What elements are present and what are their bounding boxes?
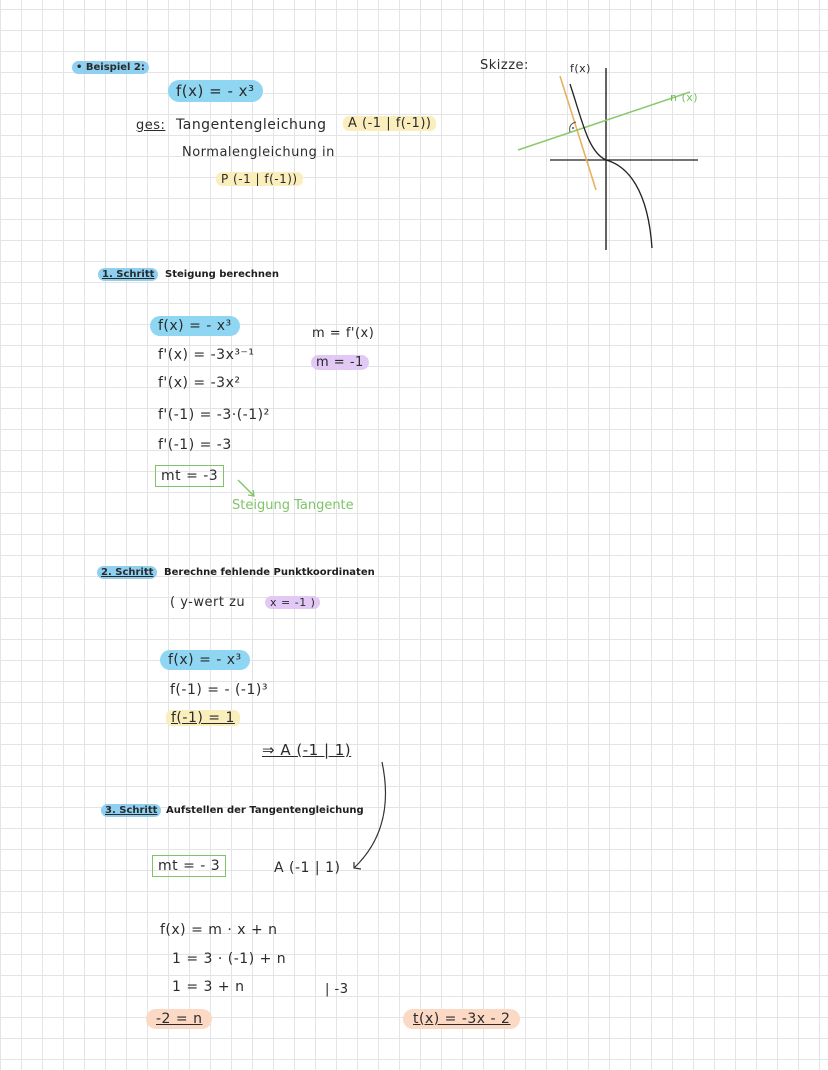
example-title: • Beispiel 2:	[72, 61, 149, 74]
sketch-label: Skizze:	[480, 58, 529, 73]
step3-mt-box: mt = - 3	[152, 855, 226, 877]
step1-note: Steigung Tangente	[232, 498, 354, 513]
step2-to-step3-arrow	[346, 758, 396, 878]
ges-label: ges:	[136, 118, 166, 133]
ges-tangent-text: Tangentengleichung	[176, 117, 327, 133]
step3-line-1: f(x) = m · x + n	[160, 922, 278, 938]
sketch-fx-label: f(x)	[570, 62, 591, 75]
function-definition: f(x) = - x³	[168, 80, 263, 102]
ges-normal-text: Normalengleichung in	[182, 145, 335, 160]
ges-point-a: A (-1 | f(-1))	[343, 116, 436, 131]
sketch-graph	[510, 60, 710, 255]
step3-tag: 3. Schritt	[101, 804, 161, 817]
step1-line-1: f(x) = - x³	[150, 316, 240, 336]
step1-tag: 1. Schritt	[98, 268, 158, 281]
normal-line	[518, 92, 690, 150]
step3-final-equation: t(x) = -3x - 2	[403, 1009, 520, 1029]
step3-point: A (-1 | 1)	[274, 860, 341, 876]
step1-m-definition: m = f'(x)	[312, 326, 375, 341]
step3-side-note: | -3	[325, 982, 349, 997]
step1-m-value: m = -1	[311, 355, 369, 370]
step3-line-2: 1 = 3 · (-1) + n	[172, 951, 287, 967]
step2-result: ⇒ A (-1 | 1)	[262, 741, 352, 759]
step1-line-2: f'(x) = -3x³⁻¹	[158, 347, 255, 363]
step1-mt-box: mt = -3	[155, 465, 224, 487]
step3-line-3: 1 = 3 + n	[172, 979, 245, 995]
step2-line-1: f(x) = - x³	[160, 650, 250, 670]
step1-title: Steigung berechnen	[165, 269, 279, 280]
step3-n-result: -2 = n	[146, 1009, 212, 1029]
step2-title: Berechne fehlende Punktkoordinaten	[164, 567, 375, 578]
step2-subtext: ( y-wert zu	[170, 595, 246, 610]
ges-point-p: P (-1 | f(-1))	[216, 172, 303, 186]
step1-arrow	[236, 478, 260, 500]
step2-subtext-highlight: x = -1 )	[265, 596, 320, 609]
sketch-nx-label: n (x)	[670, 91, 699, 104]
step3-title: Aufstellen der Tangentengleichung	[166, 805, 364, 816]
step2-line-3: f(-1) = 1	[166, 710, 240, 726]
step1-line-5: f'(-1) = -3	[158, 437, 232, 453]
step1-line-4: f'(-1) = -3·(-1)²	[158, 407, 270, 423]
step2-tag: 2. Schritt	[97, 566, 157, 579]
step1-line-3: f'(x) = -3x²	[158, 375, 241, 391]
step2-line-2: f(-1) = - (-1)³	[170, 682, 268, 698]
tangent-line	[560, 76, 596, 190]
